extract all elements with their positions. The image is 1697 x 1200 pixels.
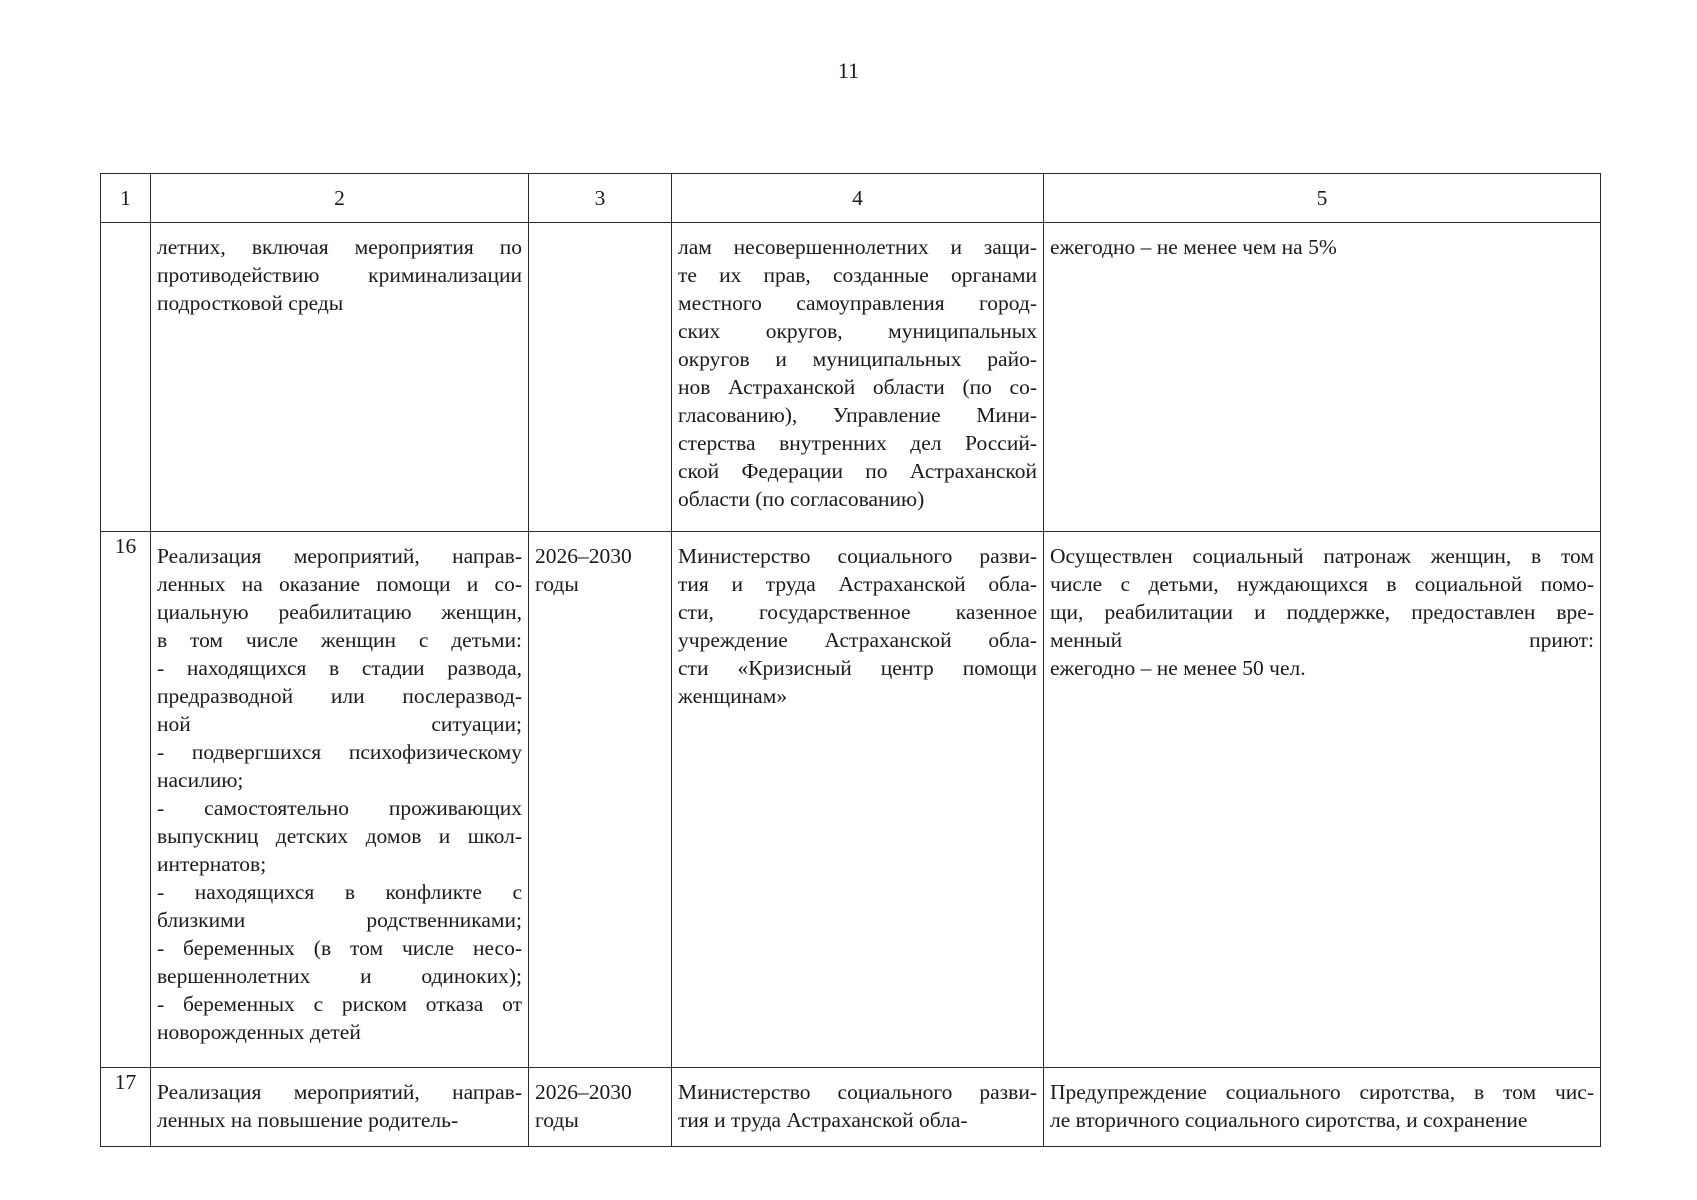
executors-cell <box>672 1068 1044 1147</box>
cell-line: - находящихся в конфликте с <box>157 880 522 904</box>
cell-line: ских округов, муниципальных <box>678 319 1037 343</box>
cell-line: тия и труда Астраханской обла- <box>678 1108 968 1132</box>
cell-line: - беременных (в том числе несо- <box>157 936 522 960</box>
cell-line: Министерство социального разви- <box>678 544 1037 568</box>
table-row <box>101 223 1601 532</box>
cell-line: - беременных с риском отказа от <box>157 992 522 1016</box>
cell-line: сти, государственное казенное <box>678 600 1037 624</box>
cell-line: женщинам» <box>678 684 788 708</box>
executors-cell <box>672 223 1044 532</box>
table-header-row <box>101 174 1601 223</box>
cell-line: Реализация мероприятий, направ- <box>157 1080 522 1104</box>
cell-line: Министерство социального разви- <box>678 1080 1037 1104</box>
result-cell <box>1044 1068 1601 1147</box>
header-col-3: 3 <box>529 174 672 223</box>
cell-line: интернатов; <box>157 852 267 876</box>
cell-line: менный приют: <box>1050 628 1594 652</box>
cell-line: выпускниц детских домов и школ- <box>157 824 522 848</box>
row-number <box>101 223 151 532</box>
cell-line: гласованию), Управление Мини- <box>678 403 1037 427</box>
period-cell <box>529 223 672 532</box>
cell-line: лам несовершеннолетних и защи- <box>678 235 1037 259</box>
cell-line: вершеннолетних и одиноких); <box>157 964 522 988</box>
cell-line: Реализация мероприятий, направ- <box>157 544 522 568</box>
executors-cell <box>672 532 1044 1068</box>
row-number: 16 <box>101 532 151 1068</box>
cell-line: - самостоятельно проживающих <box>157 796 522 820</box>
cell-line: противодействию криминализации <box>157 263 522 287</box>
cell-line: насилию; <box>157 768 244 792</box>
cell-line: щи, реабилитации и поддержке, предоставлен вре- <box>1050 600 1594 624</box>
header-col-2: 2 <box>151 174 529 223</box>
cell-line: Осуществлен социальный патронаж женщин, в том <box>1050 544 1594 568</box>
cell-line: нов Астраханской области (по со- <box>678 375 1037 399</box>
cell-line: ле вторичного социального сиротства, и сохранение <box>1050 1108 1528 1132</box>
period-cell <box>529 532 672 1068</box>
cell-line: ежегодно – не менее чем на 5% <box>1050 235 1337 259</box>
cell-line: области (по согласованию) <box>678 487 925 511</box>
cell-line: сти «Кризисный центр помощи <box>678 656 1037 680</box>
cell-line: новорожденных детей <box>157 1020 361 1044</box>
cell-line: ежегодно – не менее 50 чел. <box>1050 656 1306 680</box>
cell-line: ской Федерации по Астраханской <box>678 459 1037 483</box>
period-cell <box>529 1068 672 1147</box>
header-col-4: 4 <box>672 174 1044 223</box>
cell-line: близкими родственниками; <box>157 908 522 932</box>
cell-line: циальную реабилитацию женщин, <box>157 600 522 624</box>
cell-line: - подвергшихся психофизическому <box>157 740 522 764</box>
page-number: 11 <box>837 58 860 83</box>
cell-line: в том числе женщин с детьми: <box>157 628 522 652</box>
cell-line: стерства внутренних дел Россий- <box>678 431 1037 455</box>
cell-line: те их прав, созданные органами <box>678 263 1037 287</box>
cell-line: - находящихся в стадии развода, <box>157 656 522 680</box>
measure-cell <box>151 532 529 1068</box>
measure-cell <box>151 1068 529 1147</box>
row-number: 17 <box>101 1068 151 1147</box>
cell-line: ной ситуации; <box>157 712 522 736</box>
cell-line: 2026–2030 <box>535 1080 632 1104</box>
cell-line: подростковой среды <box>157 291 344 315</box>
cell-line: ленных на повышение родитель- <box>157 1108 459 1132</box>
cell-line: местного самоуправления город- <box>678 291 1037 315</box>
cell-line: годы <box>535 572 579 596</box>
measures-table <box>100 173 1601 1147</box>
cell-line: тия и труда Астраханской обла- <box>678 572 1037 596</box>
result-cell <box>1044 223 1601 532</box>
cell-line: Предупреждение социального сиротства, в том чис- <box>1050 1080 1594 1104</box>
table-row <box>101 1068 1601 1147</box>
cell-line: предразводной или послеразвод- <box>157 684 522 708</box>
table-row <box>101 532 1601 1068</box>
result-cell <box>1044 532 1601 1068</box>
cell-line: 2026–2030 <box>535 544 632 568</box>
cell-line: округов и муниципальных райо- <box>678 347 1037 371</box>
cell-line: числе с детьми, нуждающихся в социальной помо- <box>1050 572 1594 596</box>
cell-line: ленных на оказание помощи и со- <box>157 572 522 596</box>
measure-cell <box>151 223 529 532</box>
header-col-5: 5 <box>1044 174 1601 223</box>
header-col-1: 1 <box>101 174 151 223</box>
cell-line: летних, включая мероприятия по <box>157 235 522 259</box>
cell-line: учреждение Астраханской обла- <box>678 628 1037 652</box>
cell-line: годы <box>535 1108 579 1132</box>
